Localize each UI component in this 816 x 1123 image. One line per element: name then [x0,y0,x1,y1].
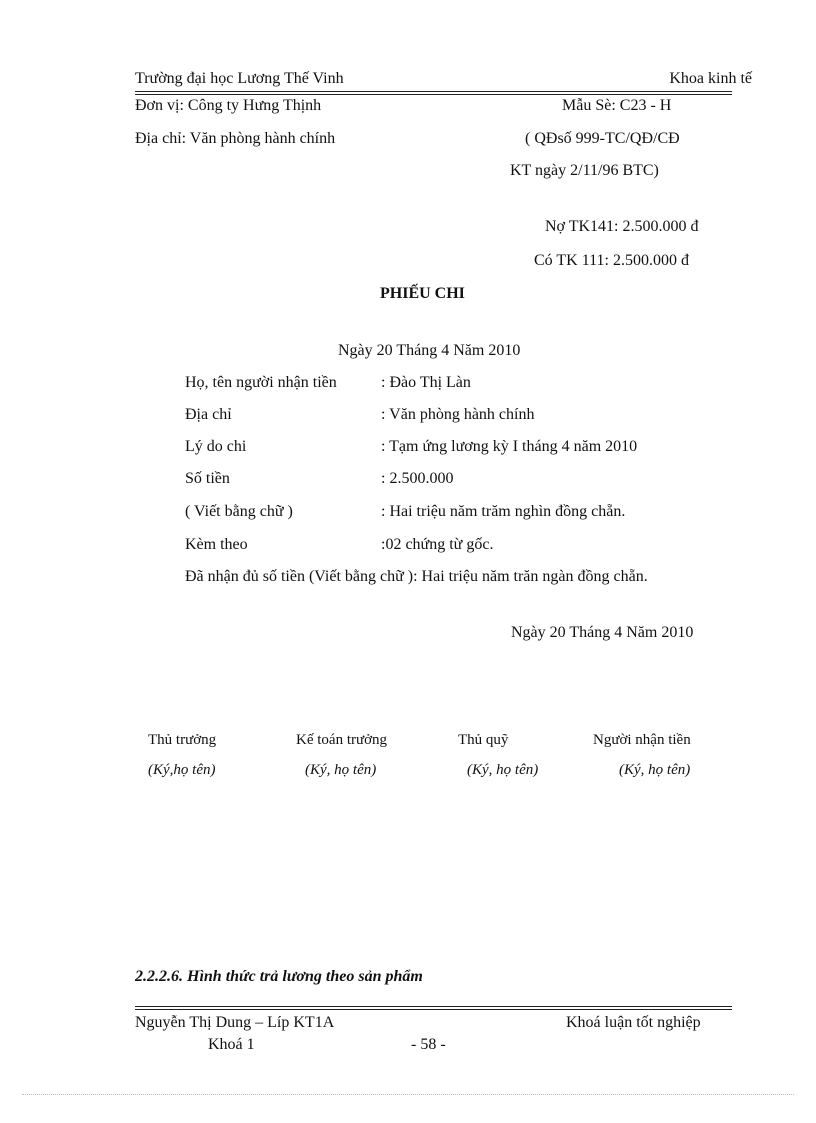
field-label-reason: Lý do chi [185,438,247,455]
signature-role-chief-accountant: Kế toán trưởng [296,732,388,748]
org-unit: Đơn vị: Công ty Hưng Thịnh [135,97,322,114]
decision-line1: ( QĐsố 999-TC/QĐ/CĐ [525,130,680,147]
form-code: Mẫu Sè: C23 - H [562,97,672,114]
footer-thesis: Khoá luận tốt nghiệp [566,1014,701,1031]
closing-date: Ngày 20 Tháng 4 Năm 2010 [511,624,694,641]
signature-role-treasurer: Thủ quỹ [458,732,509,748]
field-value-amount-words: : Hai triệu năm trăm nghìn đồng chẵn. [381,503,626,520]
debit-account: Nợ TK141: 2.500.000 đ [545,218,699,235]
signature-role-director: Thủ trưởng [148,732,217,748]
credit-account: Có TK 111: 2.500.000 đ [534,252,689,269]
page-bottom-divider [22,1094,794,1095]
received-note: Đã nhận đủ số tiền (Viết bằng chữ ): Hai triệu năm trăn ngàn đồng chẵn. [185,568,648,585]
document-title: PHIẾU CHI [380,285,465,302]
signature-note-treasurer: (Ký, họ tên) [467,762,539,778]
field-value-amount: : 2.500.000 [381,470,454,487]
field-value-address: : Văn phòng hành chính [381,406,535,423]
footer-course: Khoá 1 [208,1036,255,1053]
field-label-amount-words: ( Viết bằng chữ ) [185,503,293,520]
header-rule-2 [135,94,732,95]
signature-role-recipient: Người nhận tiền [593,732,691,748]
field-value-reason: : Tạm ứng lương kỳ I tháng 4 năm 2010 [381,438,638,455]
field-value-recipient: : Đào Thị Làn [381,374,471,391]
org-address: Địa chỉ: Văn phòng hành chính [135,130,336,147]
signature-note-chief-accountant: (Ký, họ tên) [305,762,377,778]
header-rule-1 [135,91,732,92]
signature-note-director: (Ký,họ tên) [148,762,216,778]
footer-rule-2 [135,1009,732,1010]
document-date: Ngày 20 Tháng 4 Năm 2010 [338,342,521,359]
field-label-amount: Số tiền [185,470,230,487]
section-heading: 2.2.2.6. Hình thức trả lương theo sản phẩm [135,968,423,985]
field-label-address: Địa chỉ [185,406,232,423]
footer-rule-1 [135,1006,732,1007]
field-value-attachments: :02 chứng từ gốc. [381,536,494,553]
page-number: - 58 - [411,1036,446,1053]
field-label-attachments: Kèm theo [185,536,248,553]
field-label-recipient: Họ, tên người nhận tiền [185,374,337,391]
header-school: Trường đại học Lương Thế Vinh [135,70,344,87]
decision-line2: KT ngày 2/11/96 BTC) [510,162,659,179]
footer-author: Nguyễn Thị Dung – Líp KT1A [135,1014,335,1031]
signature-note-recipient: (Ký, họ tên) [619,762,691,778]
header-faculty: Khoa kinh tế [669,70,752,87]
